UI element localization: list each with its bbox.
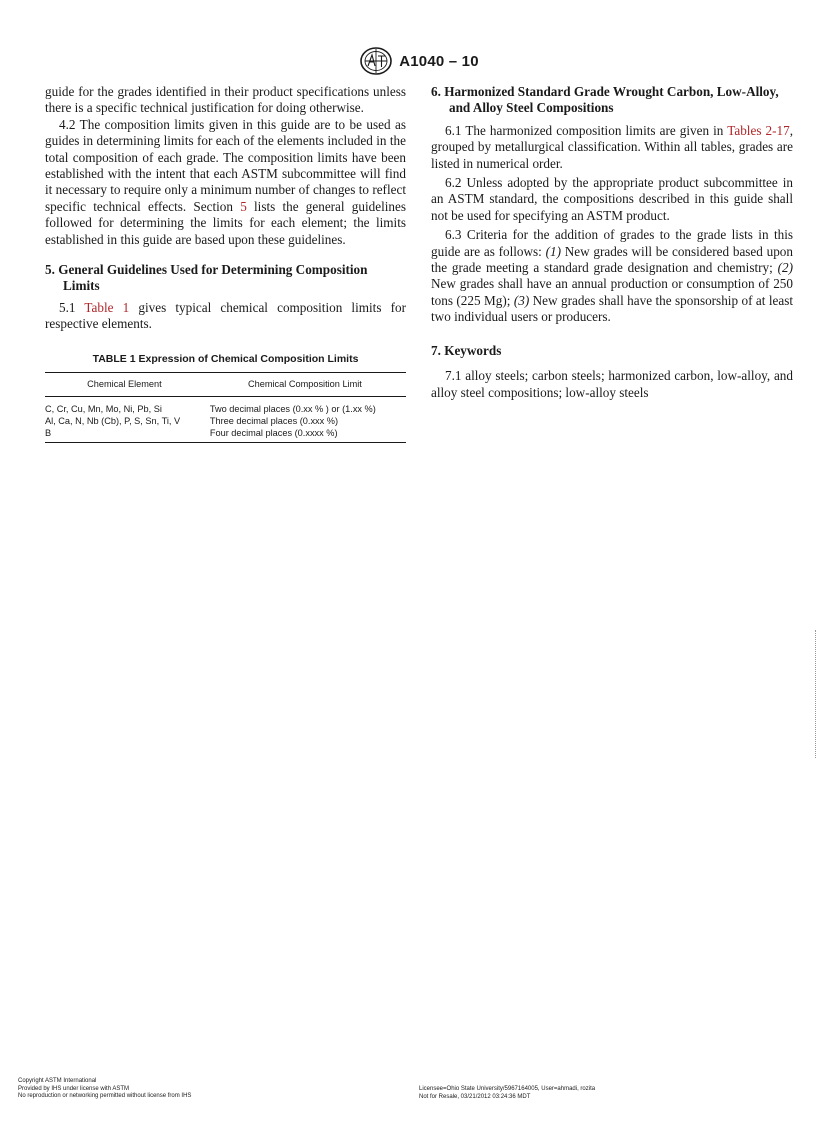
document-id: A1040 – 10 <box>399 52 479 70</box>
section-5-heading: 5. General Guidelines Used for Determining Composition Limits <box>45 262 368 294</box>
left-column <box>45 84 406 443</box>
table-row <box>45 396 406 415</box>
footer-copyright <box>18 1078 191 1101</box>
paragraph-intro: guide for the grades identified in their product specifications unless there is a specific technical justification for doing otherwise. <box>45 84 406 116</box>
table-cell-element: Al, Ca, N, Nb (Cb), P, S, Sn, Ti, V <box>45 415 181 426</box>
paragraph-6-1-text-a: 6.1 The harmonized composition limits are given in <box>445 122 728 138</box>
table-cell-element: B <box>45 427 52 438</box>
paragraph-6-3-text-b: New grades will be considered based upon the grade meeting a standard grade designation and chemistry; <box>431 243 793 276</box>
table-cell-limit: Three decimal places (0.xxx %) <box>209 415 339 426</box>
table-1-caption: TABLE 1 Expression of Chemical Composition Limits <box>92 352 359 365</box>
list-marker-2: (2) <box>777 260 793 276</box>
footer-line: Not for Resale, 03/21/2012 03:24:36 MDT <box>419 1093 531 1100</box>
footer-line: No reproduction or networking permitted without license from IHS <box>18 1093 192 1099</box>
table-row <box>45 415 406 427</box>
table-cell-element: C, Cr, Cu, Mn, Mo, Ni, Pb, Si <box>45 403 162 414</box>
page-header <box>0 46 838 76</box>
section-6-heading: 6. Harmonized Standard Grade Wrought Carbon, Low-Alloy, and Alloy Steel Compositions <box>431 84 779 116</box>
table-cell-limit: Four decimal places (0.xxxx %) <box>209 427 338 438</box>
table-header-row <box>45 373 406 396</box>
composition-limits-table <box>45 372 406 442</box>
paragraph-4-2 <box>45 117 406 248</box>
footer-line: Provided by IHS under license with ASTM <box>18 1085 130 1092</box>
footer-line: Copyright ASTM International <box>18 1078 97 1084</box>
table-header-element: Chemical Element <box>87 379 162 390</box>
table-header-limit: Chemical Composition Limit <box>247 379 362 390</box>
table-1-link[interactable]: Table 1 <box>84 299 130 315</box>
paragraph-4-2-text-a: 4.2 The composition limits given in this guide are to be used as guides in determining limits for each of the elements included in the total composition of each grade. The composition limits have been established with the intent that each ASTM subcommittee will find it necessary to require only a minimum number of changes to reflect specific technical effects. Section <box>45 116 406 214</box>
side-margin-mark <box>815 630 822 758</box>
table-row <box>45 427 406 443</box>
list-marker-3: (3) <box>513 292 530 308</box>
astm-logo-icon <box>359 46 393 76</box>
paragraph-6-1 <box>431 123 793 172</box>
list-marker-1: (1) <box>545 243 561 259</box>
section-7-heading: 7. Keywords <box>431 342 502 358</box>
paragraph-4-2-text-b: lists the general guidelines followed for determining the limits for each element; the limits established in this guide are based upon these guidelines. <box>45 198 406 247</box>
paragraph-7-1: 7.1 alloy steels; carbon steels; harmonized carbon, low-alloy, and alloy steel compositions; low-alloy steels <box>431 368 793 400</box>
paragraph-5-1 <box>45 300 406 333</box>
right-column <box>431 84 793 401</box>
section-5-link[interactable]: 5 <box>240 198 247 214</box>
paragraph-6-3-text-c: New grades shall have an annual production or consumption of 250 tons (225 Mg); <box>431 276 793 308</box>
footer-license <box>419 1086 595 1101</box>
paragraph-5-1-text-b: gives typical chemical composition limits for respective elements. <box>45 299 406 332</box>
paragraph-6-2: 6.2 Unless adopted by the appropriate product subcommittee in an ASTM standard, the compositions described in this guide shall not be used for specifying an ASTM product. <box>431 175 793 223</box>
paragraph-5-1-text-a: 5.1 <box>59 299 85 315</box>
footer-line: Licensee=Ohio State University/5967164005, User=ahmadi, rozita <box>419 1086 596 1092</box>
tables-2-17-link[interactable]: Tables 2-17 <box>727 122 790 138</box>
paragraph-6-1-text-b: , grouped by metallurgical classification. Within all tables, grades are listed in numerical order. <box>431 122 793 171</box>
paragraph-6-3-text-d: New grades shall have the sponsorship of at least two individual users or producers. <box>431 292 793 325</box>
paragraph-6-3 <box>431 227 793 325</box>
table-cell-limit: Two decimal places (0.xx % ) or (1.xx %) <box>209 403 376 414</box>
paragraph-6-3-text-a: 6.3 Criteria for the addition of grades to the grade lists in this guide are as follows: <box>431 227 793 259</box>
